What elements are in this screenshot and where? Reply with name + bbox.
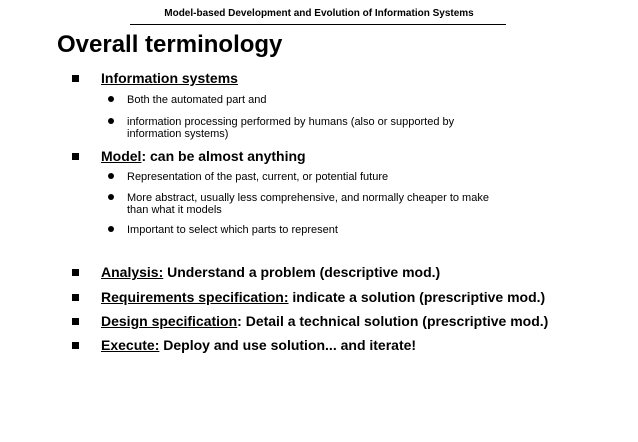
bullet-text <box>101 289 545 306</box>
square-bullet-icon <box>72 269 79 276</box>
sub-bullet-text: Representation of the past, current, or potential future <box>127 171 389 183</box>
square-bullet-icon <box>72 75 79 82</box>
sub-bullet-text: Both the automated part and <box>127 94 267 106</box>
sub-bullet-text-continued: than what it models <box>127 204 222 216</box>
bullet-text <box>101 264 440 281</box>
square-bullet-icon <box>72 342 79 349</box>
bullet-text <box>101 313 548 330</box>
bullet-text <box>101 337 416 354</box>
square-bullet-icon <box>72 318 79 325</box>
header-divider <box>130 24 506 25</box>
square-bullet-icon <box>72 294 79 301</box>
page-title: Overall terminology <box>57 31 283 58</box>
sub-bullet-text-continued: information systems) <box>127 128 229 140</box>
page-header: Model-based Development and Evolution of Information Systems <box>164 8 474 19</box>
sub-bullet-text: More abstract, usually less comprehensive, and normally cheaper to make <box>127 192 489 204</box>
round-bullet-icon <box>108 118 114 124</box>
term-rest: indicate a solution (prescriptive mod.) <box>288 289 546 305</box>
term-information-systems: Information systems <box>101 70 238 86</box>
term-rest: : Detail a technical solution (prescriptive mod.) <box>237 313 549 329</box>
term-model: Model <box>101 148 142 164</box>
term-analysis: Analysis: <box>101 264 164 280</box>
term-execute: Execute: <box>101 337 160 353</box>
term-rest: Understand a problem (descriptive mod.) <box>163 264 441 280</box>
term-rest: Deploy and use solution... and iterate! <box>159 337 417 353</box>
bullet-text <box>101 148 306 165</box>
round-bullet-icon <box>108 194 114 200</box>
square-bullet-icon <box>72 153 79 160</box>
round-bullet-icon <box>108 96 114 102</box>
term-design-specification: Design specification <box>101 313 238 329</box>
bullet-text <box>101 70 238 87</box>
sub-bullet-text: information processing performed by humans (also or supported by <box>127 116 455 128</box>
term-rest: : can be almost anything <box>141 148 306 164</box>
term-requirements-specification: Requirements specification: <box>101 289 289 305</box>
round-bullet-icon <box>108 173 114 179</box>
round-bullet-icon <box>108 226 114 232</box>
sub-bullet-text: Important to select which parts to represent <box>127 224 338 236</box>
